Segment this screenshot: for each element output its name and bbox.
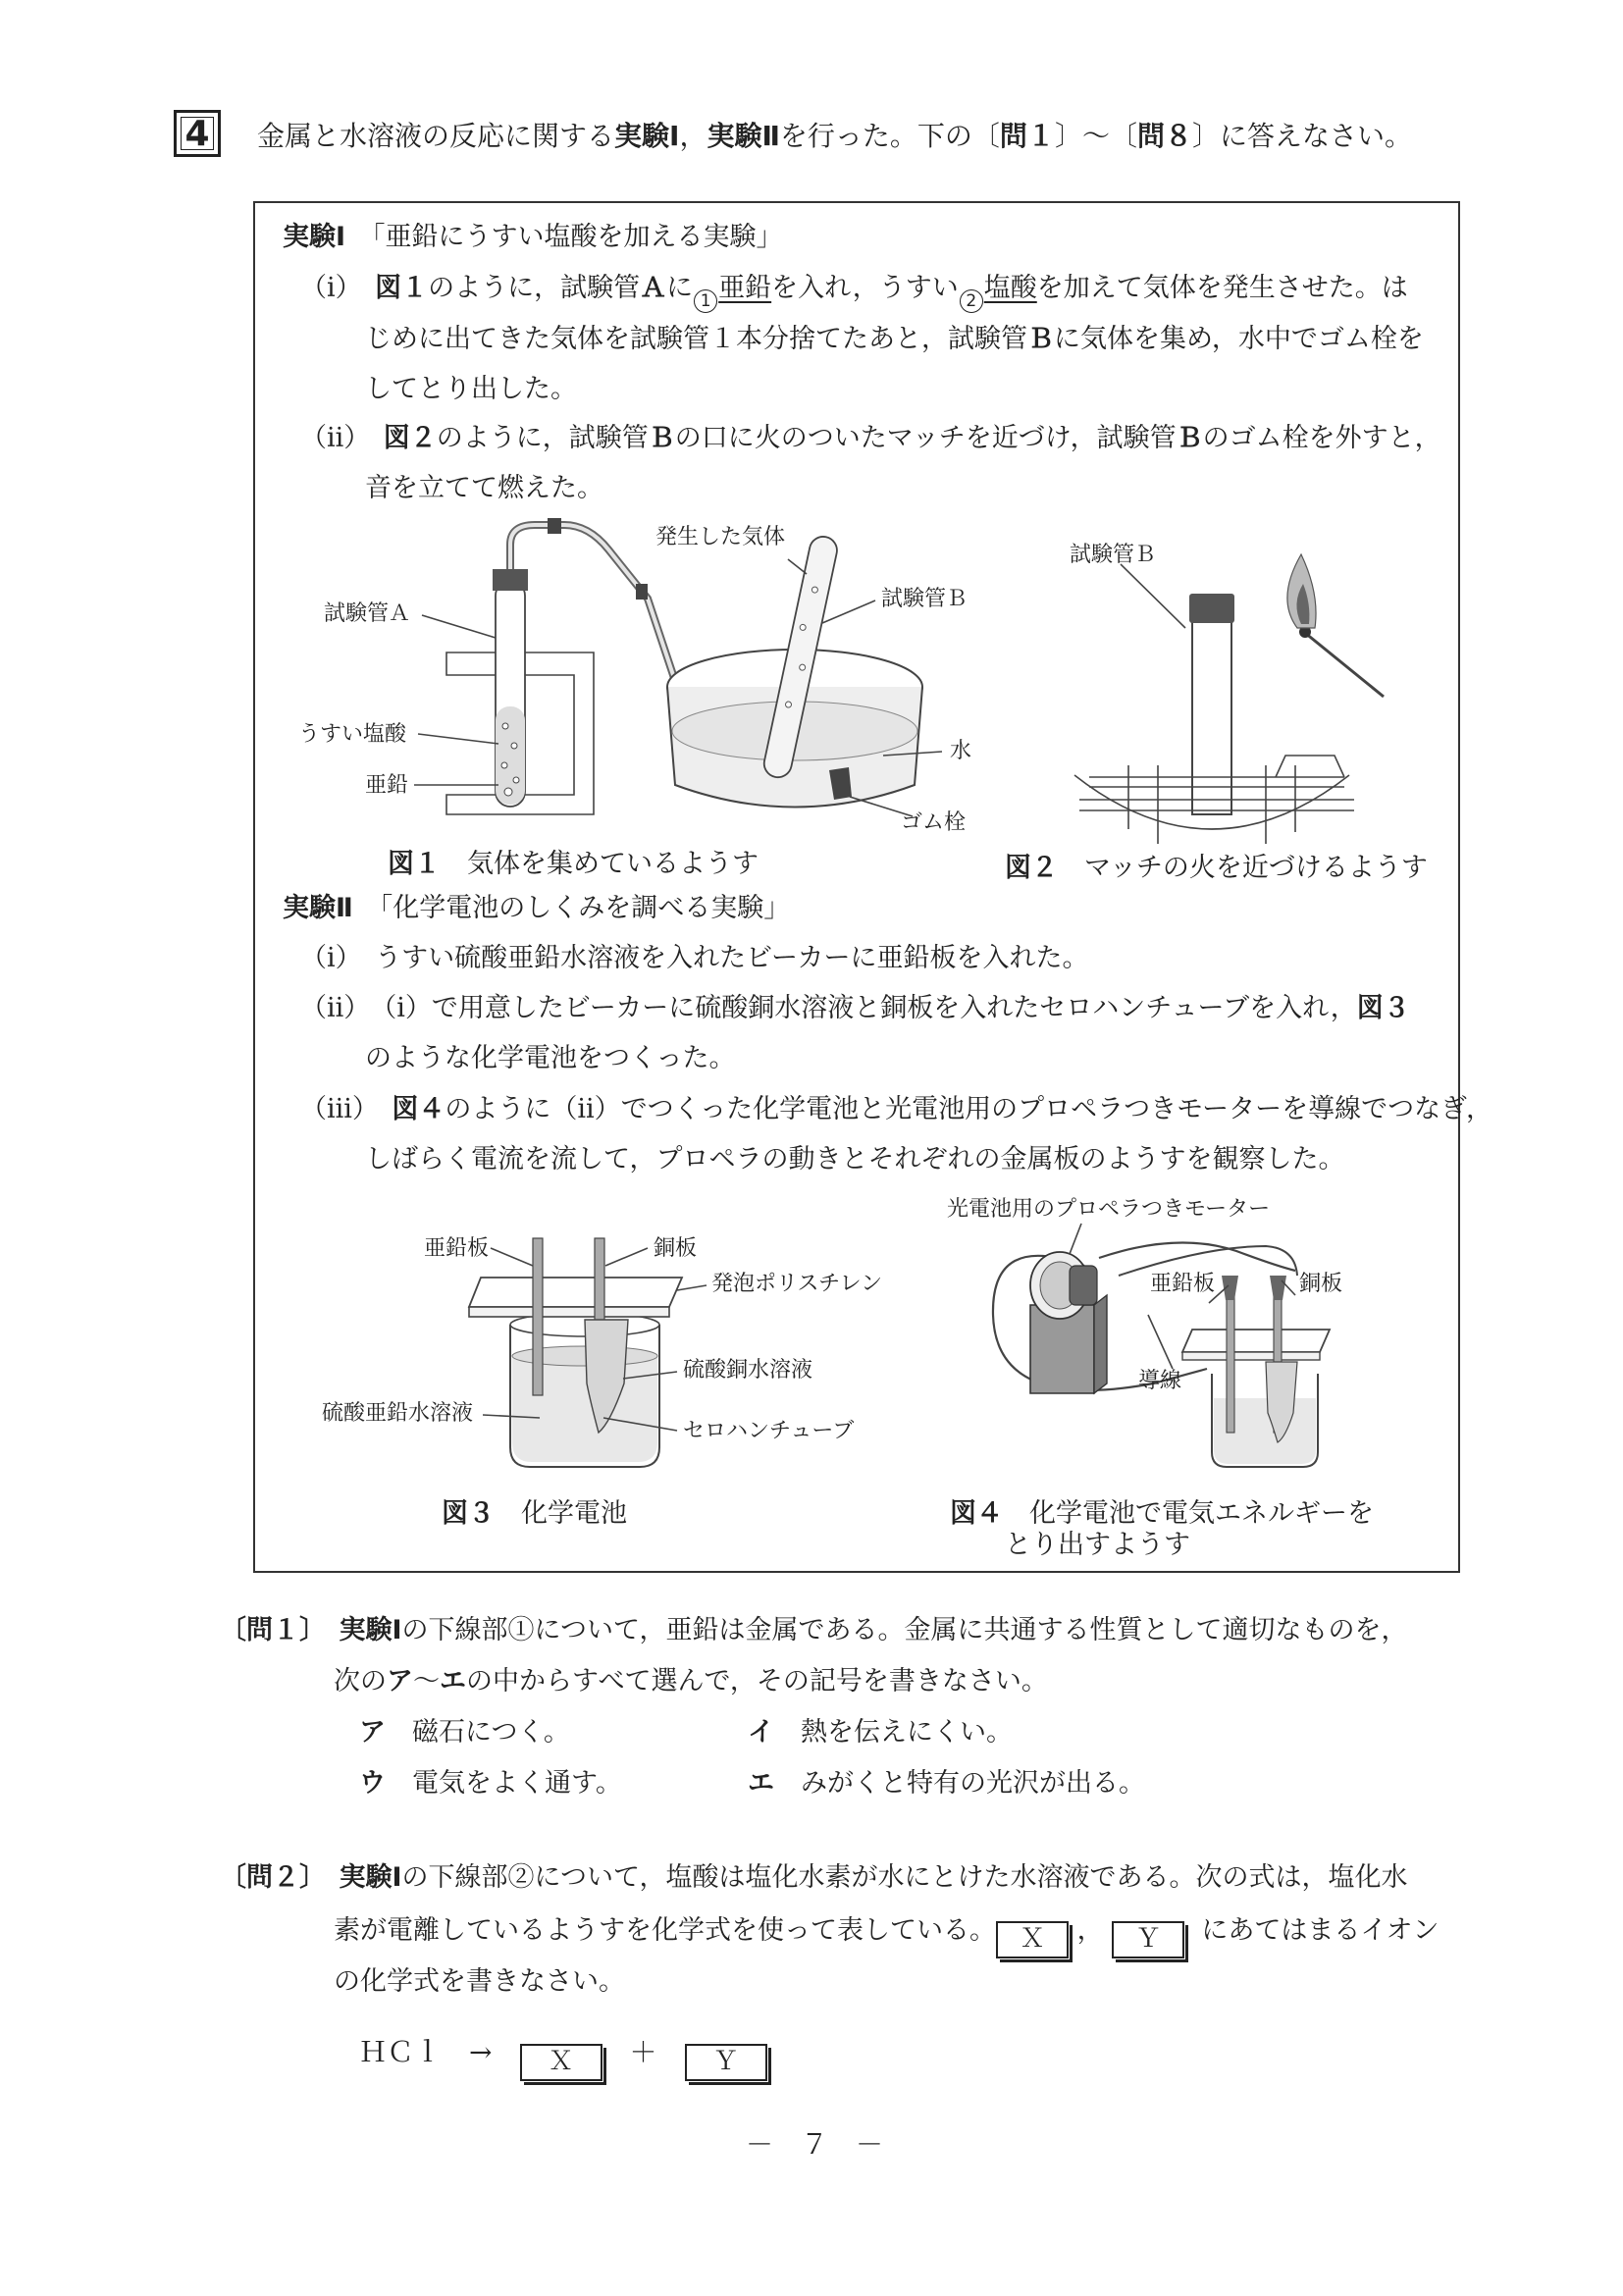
experiment1-step-i: （ⅰ） 図１のように，試験管Ａに 1 亜鉛を入れ，うすい 2 塩酸を加えて気体を発生させた。は: [300, 273, 1408, 311]
figure1-label-water: 水: [950, 739, 972, 763]
figure3-caption: 図３ 化学電池: [442, 1498, 627, 1529]
figure1-label-stopper: ゴム栓: [901, 810, 967, 835]
choice-u[interactable]: ウ 電気をよく通す。: [359, 1768, 622, 1799]
hcl-underlined: 塩酸: [983, 273, 1037, 303]
figure4-label-wire: 導線: [1138, 1369, 1182, 1393]
experiment2-step-ii-line2: のような化学電池をつくった。: [365, 1043, 736, 1073]
answer-box-x-ref: Ｘ: [996, 1921, 1069, 1958]
formula-arrow: →: [469, 2036, 493, 2068]
underline-mark-1: 1: [694, 289, 717, 313]
figure1-label-zinc: 亜鉛: [365, 773, 409, 798]
experiment1-heading: 実験Ⅰ 「亜鉛にうすい塩酸を加える実験」: [283, 222, 783, 252]
experiment1-step-i-line3: してとり出した。: [365, 374, 577, 404]
formula-plus: ＋: [629, 2036, 657, 2068]
experiment1-step-ii-line2: 音を立てて燃えた。: [365, 473, 603, 503]
experiment2-step-ii: （ⅱ） （ⅰ）で用意したビーカーに硫酸銅水溶液と銅板を入れたセロハンチューブを入れ，図３: [300, 993, 1410, 1023]
experiment1-step-i-line2: じめに出てきた気体を試験管１本分捨てたあと，試験管Ｂに気体を集め，水中でゴム栓を: [365, 324, 1424, 354]
formula-hcl: ＨＣｌ: [359, 2036, 443, 2068]
zinc-underlined: 亜鉛: [718, 273, 772, 303]
page-number: － ７ －: [746, 2128, 884, 2161]
figure3-label-styrene: 発泡ポリスチレン: [711, 1272, 883, 1296]
figure2-caption: 図２ マッチの火を近づけるようす: [1005, 853, 1428, 883]
choice-i[interactable]: イ 熱を伝えにくい。: [748, 1717, 1013, 1748]
question-number: 4: [184, 113, 210, 154]
question1-line1: 〔問１〕 実験Ⅰの下線部①について，亜鉛は金属である。金属に共通する性質として適切なものを，: [220, 1615, 1408, 1645]
figure3-label-zinc-plate: 亜鉛板: [424, 1236, 490, 1261]
figure1-label-gas: 発生した気体: [655, 525, 786, 549]
figure3-label-cuso4: 硫酸銅水溶液: [683, 1358, 813, 1383]
figure4-label-copper-plate: 銅板: [1299, 1272, 1343, 1296]
figure3-label-cellophane: セロハンチューブ: [683, 1419, 855, 1443]
question2-line1: 〔問２〕 実験Ⅰの下線部②について，塩酸は塩化水素が水にとけた水溶液である。次の式は，塩化水: [220, 1862, 1408, 1893]
intro-text: 金属と水溶液の反応に関する実験Ⅰ，実験Ⅱを行った。下の〔問１〕～〔問８〕に答えなさい。: [257, 120, 1412, 152]
answer-box-x[interactable]: Ｘ: [520, 2044, 602, 2081]
ionization-formula: [359, 2036, 767, 2081]
figure2-label-tube-b: 試験管Ｂ: [1070, 543, 1157, 567]
figure1-label-tube-a: 試験管Ａ: [324, 601, 411, 626]
figure4-label-zinc-plate: 亜鉛板: [1150, 1272, 1216, 1296]
underline-mark-2: 2: [960, 289, 983, 313]
question2-line2: 素が電離しているようすを化学式を使って表している。 Ｘ ， Ｙ にあてはまるイオン: [334, 1917, 1440, 1958]
answer-box-y[interactable]: Ｙ: [685, 2044, 767, 2081]
figure4-caption-line1: 図４ 化学電池で電気エネルギーを: [950, 1498, 1374, 1529]
figure3-label-copper-plate: 銅板: [654, 1236, 698, 1261]
figure1-label-hcl: うすい塩酸: [298, 722, 407, 747]
question2-line3: の化学式を書きなさい。: [334, 1966, 625, 1997]
choice-e[interactable]: エ みがくと特有の光沢が出る。: [748, 1768, 1145, 1799]
answer-box-y-ref: Ｙ: [1112, 1921, 1184, 1958]
experiment2-step-i: （ⅰ） うすい硫酸亜鉛水溶液を入れたビーカーに亜鉛板を入れた。: [300, 943, 1089, 973]
figure3-label-znso4: 硫酸亜鉛水溶液: [322, 1401, 474, 1426]
experiment2-step-iii: （ⅲ） 図４のように（ⅱ）でつくった化学電池と光電池用のプロペラつきモーターを導線でつなぎ，: [300, 1094, 1492, 1124]
question1-line2: 次のア～エの中からすべて選んで，その記号を書きなさい。: [334, 1666, 1048, 1696]
figure4-label-motor: 光電池用のプロペラつきモーター: [947, 1197, 1271, 1222]
experiment2-heading: 実験Ⅱ 「化学電池のしくみを調べる実験」: [283, 893, 791, 923]
figure1-caption: 図１ 気体を集めているようす: [388, 849, 759, 879]
choice-a[interactable]: ア 磁石につく。: [359, 1717, 570, 1748]
experiment2-step-iii-line2: しばらく電流を流して，プロペラの動きとそれぞれの金属板のようすを観察した。: [365, 1144, 1345, 1174]
figure4-caption-line2: とり出すようす: [1005, 1530, 1190, 1560]
experiment1-step-ii: （ⅱ） 図２のように，試験管Ｂの口に火のついたマッチを近づけ，試験管Ｂのゴム栓を外すと，: [300, 423, 1441, 453]
figure1-label-tube-b: 試験管Ｂ: [881, 587, 969, 611]
